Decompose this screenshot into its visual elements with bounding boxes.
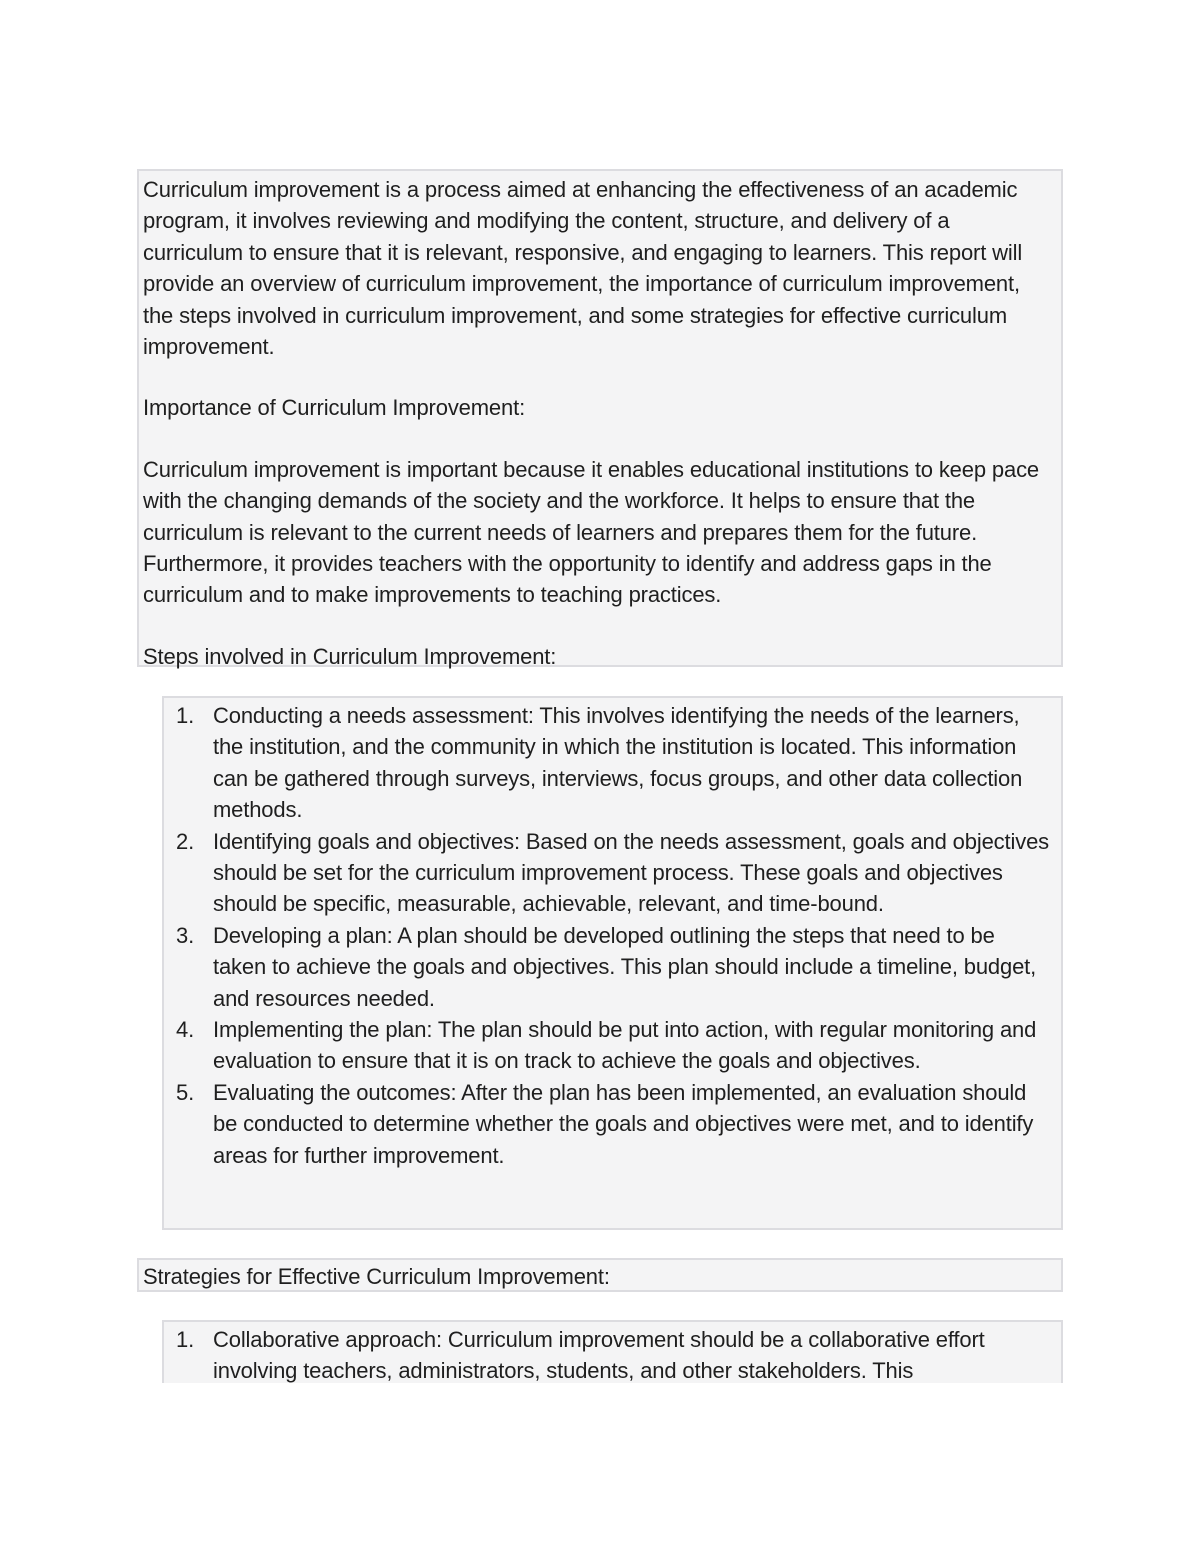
list-item-text: Evaluating the outcomes: After the plan has been implemented, an evaluation should be conducted to determine whether the goals and objectives were met, and to identify areas for further improvement. [213,1079,1034,1168]
intro-section [137,169,1063,667]
list-item-text: Identifying goals and objectives: Based on the needs assessment, goals and objectives should be set for the curriculum improvement process. These goals and objectives should be specific, measurable, achievable, relevant, and time-bound. [213,828,1050,917]
steps-section [162,696,1063,1230]
list-number: 5. [176,1079,195,1105]
importance-heading: Importance of Curriculum Improvement: [143,395,526,421]
list-number: 4. [176,1017,195,1043]
intro-paragraph: Curriculum improvement is a process aimed at enhancing the effectiveness of an academic program, it involves reviewing and modifying the content, structure, and delivery of a curriculum to ensure that it is relevant, responsive, and engaging to learners. This report will provide an overview of curriculum improvement, the importance of curriculum improvement, the steps involved in curriculum improvement, and some strategies for effective curriculum improvement. [143,177,1023,360]
list-item-text: Implementing the plan: The plan should be put into action, with regular monitoring and evaluation to ensure that it is on track to achieve the goals and objectives. [213,1017,1037,1074]
list-item [164,700,1053,826]
list-item [164,1014,1053,1077]
list-number: 2. [176,828,195,854]
strategies-list [164,1324,1061,1383]
list-item [164,826,1053,920]
strategies-heading-section [137,1258,1063,1292]
strategies-section [162,1320,1063,1383]
list-number: 3. [176,922,195,948]
list-number: 1. [176,703,195,728]
steps-list [164,700,1053,1171]
list-item-text: Collaborative approach: Curriculum improvement should be a collaborative effort involving teachers, administrators, students, and other stakeholders. This [213,1327,985,1383]
paragraph-spacer [143,362,1053,392]
list-item [164,1324,1061,1383]
strategies-heading: Strategies for Effective Curriculum Improvement: [143,1264,610,1289]
list-item-text: Conducting a needs assessment: This involves identifying the needs of the learners, the institution, and the community in which the institution is located. This information can be gathered through surveys, interviews, focus groups, and other data collection methods. [213,703,1023,823]
list-item-text: Developing a plan: A plan should be developed outlining the steps that need to be taken to achieve the goals and objectives. This plan should include a timeline, budget, and resources needed. [213,922,1037,1011]
list-number: 1. [176,1327,195,1352]
steps-heading: Steps involved in Curriculum Improvement: [143,643,557,669]
list-item [164,1077,1053,1171]
paragraph-spacer [143,611,1053,641]
importance-paragraph: Curriculum improvement is important because it enables educational institutions to keep pace with the changing demands of the society and the workforce. It helps to ensure that the curriculum is relevant to the current needs of learners and prepares them for the future. Furthermore, it provides teachers with the opportunity to identify and address gaps in the curriculum and to make improvements to teaching practices. [143,456,1040,608]
paragraph-spacer [143,424,1053,454]
list-item [164,920,1053,1014]
